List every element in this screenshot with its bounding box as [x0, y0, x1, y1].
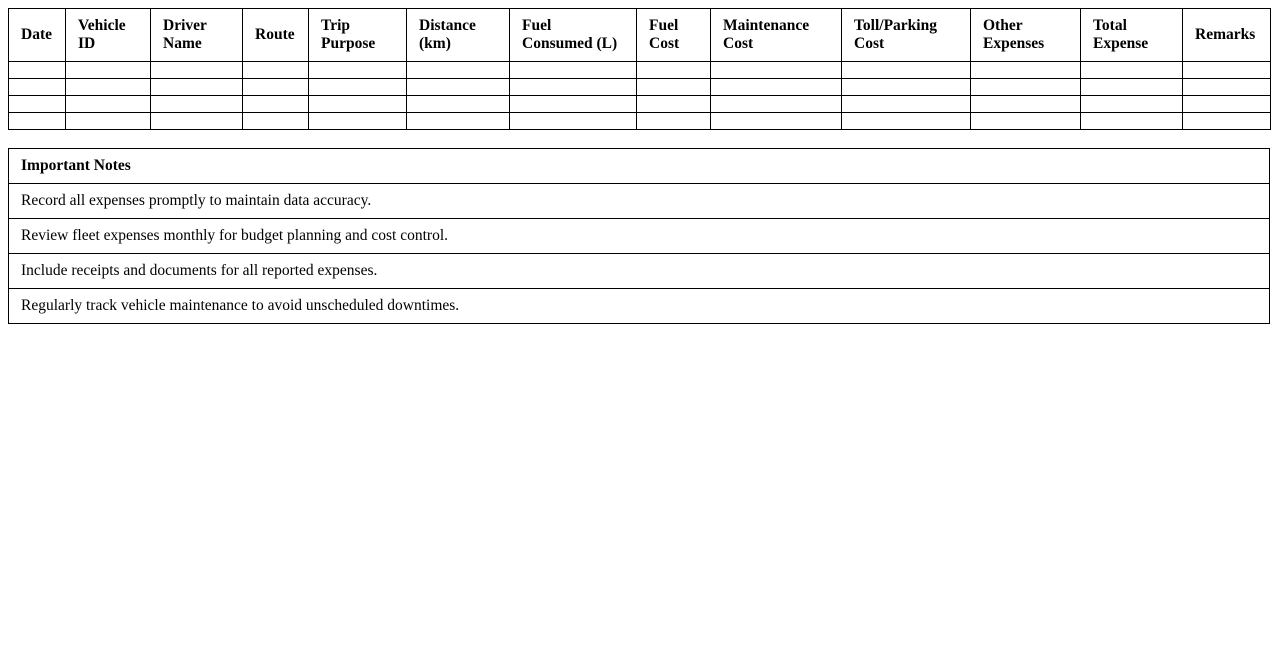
column-header-other-expenses: Other Expenses: [971, 9, 1081, 62]
column-header-vehicle-id: Vehicle ID: [66, 9, 151, 62]
table-cell[interactable]: [711, 96, 842, 113]
table-row: [9, 79, 1271, 96]
table-body: [9, 62, 1271, 130]
table-cell[interactable]: [510, 113, 637, 130]
page: [0, 0, 1278, 324]
table-cell[interactable]: [151, 79, 243, 96]
table-cell[interactable]: [243, 79, 309, 96]
table-cell[interactable]: [971, 62, 1081, 79]
table-cell[interactable]: [510, 62, 637, 79]
table-cell[interactable]: [151, 62, 243, 79]
column-header-route: Route: [243, 9, 309, 62]
table-cell[interactable]: [842, 62, 971, 79]
column-header-fuel-cost: Fuel Cost: [637, 9, 711, 62]
table-cell[interactable]: [407, 62, 510, 79]
table-cell[interactable]: [842, 113, 971, 130]
column-header-fuel-consumed: Fuel Consumed (L): [510, 9, 637, 62]
note-row: [9, 184, 1270, 219]
table-cell[interactable]: [1183, 62, 1271, 79]
table-header-row: [9, 9, 1271, 62]
table-cell[interactable]: [309, 96, 407, 113]
note-item: Regularly track vehicle maintenance to avoid unscheduled downtimes.: [9, 289, 1270, 324]
note-item: Include receipts and documents for all reported expenses.: [9, 254, 1270, 289]
table-cell[interactable]: [711, 62, 842, 79]
table-cell[interactable]: [1081, 96, 1183, 113]
important-notes-table: [8, 148, 1270, 324]
column-header-total-expense: Total Expense: [1081, 9, 1183, 62]
table-cell[interactable]: [711, 79, 842, 96]
table-cell[interactable]: [243, 62, 309, 79]
table-cell[interactable]: [1081, 79, 1183, 96]
table-cell[interactable]: [309, 79, 407, 96]
table-cell[interactable]: [1081, 62, 1183, 79]
table-cell[interactable]: [66, 79, 151, 96]
note-item: Record all expenses promptly to maintain data accuracy.: [9, 184, 1270, 219]
table-cell[interactable]: [407, 79, 510, 96]
table-cell[interactable]: [637, 79, 711, 96]
table-cell[interactable]: [66, 62, 151, 79]
table-cell[interactable]: [1183, 113, 1271, 130]
table-row: [9, 113, 1271, 130]
column-header-toll-parking-cost: Toll/Parking Cost: [842, 9, 971, 62]
table-cell[interactable]: [407, 96, 510, 113]
table-cell[interactable]: [1081, 113, 1183, 130]
table-cell[interactable]: [243, 96, 309, 113]
table-cell[interactable]: [971, 79, 1081, 96]
table-cell[interactable]: [510, 96, 637, 113]
table-cell[interactable]: [711, 113, 842, 130]
table-cell[interactable]: [309, 62, 407, 79]
note-row: [9, 289, 1270, 324]
table-cell[interactable]: [971, 96, 1081, 113]
column-header-remarks: Remarks: [1183, 9, 1271, 62]
table-cell[interactable]: [151, 113, 243, 130]
table-cell[interactable]: [9, 96, 66, 113]
table-cell[interactable]: [66, 113, 151, 130]
table-cell[interactable]: [9, 79, 66, 96]
table-cell[interactable]: [971, 113, 1081, 130]
table-cell[interactable]: [842, 96, 971, 113]
table-row: [9, 62, 1271, 79]
table-cell[interactable]: [1183, 79, 1271, 96]
note-item: Review fleet expenses monthly for budget planning and cost control.: [9, 219, 1270, 254]
notes-header-row: [9, 149, 1270, 184]
column-header-maintenance-cost: Maintenance Cost: [711, 9, 842, 62]
table-cell[interactable]: [9, 62, 66, 79]
table-cell[interactable]: [637, 96, 711, 113]
column-header-driver-name: Driver Name: [151, 9, 243, 62]
table-cell[interactable]: [9, 113, 66, 130]
table-cell[interactable]: [243, 113, 309, 130]
column-header-trip-purpose: Trip Purpose: [309, 9, 407, 62]
table-cell[interactable]: [407, 113, 510, 130]
table-cell[interactable]: [1183, 96, 1271, 113]
table-cell[interactable]: [637, 62, 711, 79]
table-row: [9, 96, 1271, 113]
table-cell[interactable]: [842, 79, 971, 96]
column-header-date: Date: [9, 9, 66, 62]
fleet-expense-table: [8, 8, 1271, 130]
table-cell[interactable]: [510, 79, 637, 96]
column-header-distance: Distance (km): [407, 9, 510, 62]
notes-title: Important Notes: [9, 149, 1270, 184]
note-row: [9, 254, 1270, 289]
table-cell[interactable]: [66, 96, 151, 113]
note-row: [9, 219, 1270, 254]
table-cell[interactable]: [309, 113, 407, 130]
table-cell[interactable]: [637, 113, 711, 130]
table-cell[interactable]: [151, 96, 243, 113]
